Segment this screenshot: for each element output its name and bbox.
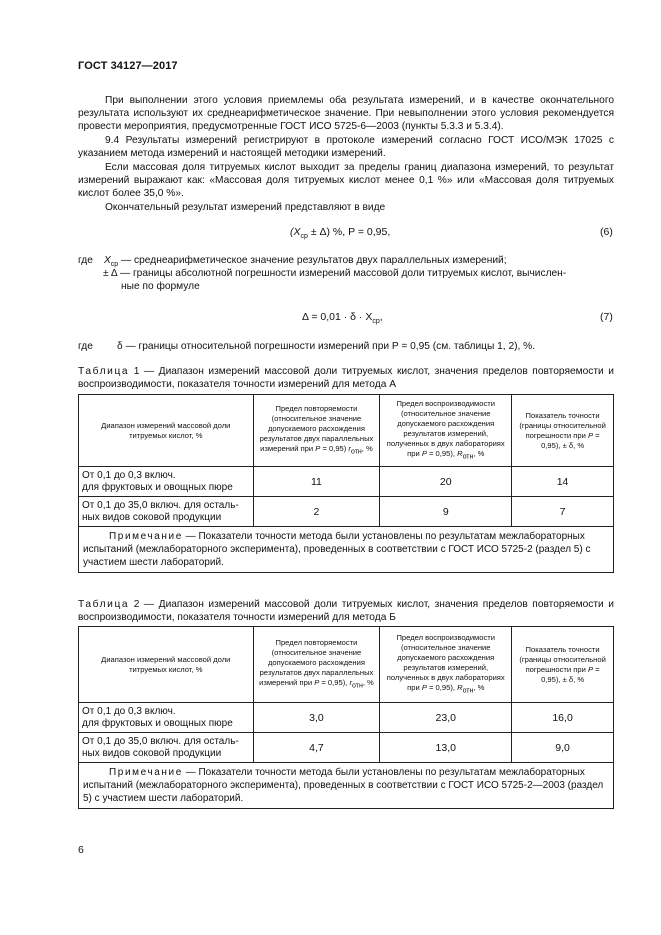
table-2-note-row	[79, 763, 614, 809]
table-2-row-1-r: 3,0	[253, 703, 380, 733]
where-word-2: где	[78, 341, 93, 352]
where-delta-text: — границы абсолютной погрешности измерений массовой доли титруемых кислот, вычислен-	[117, 268, 567, 279]
where-word-1: где	[78, 255, 93, 266]
table-1-row-2-delta: 7	[512, 497, 614, 527]
formula-7-lhs: Δ = 0,01 · δ · X	[302, 311, 373, 323]
document-code: ГОСТ 34127—2017	[78, 60, 178, 72]
table-1-header-range: Диапазон измерений массовой доли титруемых кислот, %	[79, 395, 254, 467]
table-2-row-1-R: 23,0	[380, 703, 512, 733]
table-1-header-accuracy: Показатель точности (границы относительной погрешности при P = 0,95), ± δ, %	[512, 395, 614, 467]
formula-7	[302, 311, 383, 325]
formula-7-sub: ср	[372, 318, 380, 326]
where-delta-definition	[103, 268, 614, 279]
table-row	[79, 497, 614, 527]
table-2-row-2-r: 4,7	[253, 733, 380, 763]
table-1-row-2-R: 9	[380, 497, 512, 527]
table-2	[78, 626, 614, 809]
table-1-row-1-delta: 14	[512, 467, 614, 497]
table-2-caption	[78, 598, 614, 624]
table-2-caption-label: Таблица	[78, 599, 130, 610]
formula-6-open: (X	[290, 226, 301, 238]
table-1-caption	[78, 365, 614, 391]
table-2-caption-text: 2 — Диапазон измерений массовой доли титруемых кислот, значения пределов повторяемости и воспроизводимости, показателя точности измерений для метода Б	[78, 599, 614, 623]
paragraph-out-of-range: Если массовая доля титруемых кислот выходит за пределы границ диапазона измерений, то результат измерений выражают как: «Массовая доля титруемых кислот менее 0,1 %» или «Массовая доля титруемых кислот более 35,0 %».	[78, 162, 614, 200]
page-number: 6	[78, 844, 84, 856]
table-1-row-2-r: 2	[253, 497, 380, 527]
table-1-header-row	[79, 395, 614, 467]
formula-7-tail: ,	[379, 311, 383, 323]
table-2-header-range: Диапазон измерений массовой доли титруемых кислот, %	[79, 627, 254, 703]
table-1-header-reproducibility: Предел воспроизводимости (относительное значение допускаемого расхождения результатов измерений, полученных в двух лабораториях при P = 0,95), $R_{отн}$, %	[380, 395, 512, 467]
table-1-row-1-r: 11	[253, 467, 380, 497]
table-2-note: Примечание — Показатели точности метода были установлены по результатам межлабораторных испытаний (межлабораторного эксперимента), проведенных в соответствии с ГОСТ ИСО 5725-2—2003 (раздел 5) с участием шести лабораторий.	[79, 763, 614, 809]
where-x-text: — среднеарифметическое значение результатов двух параллельных измерений;	[118, 255, 507, 266]
table-1-row-2-range: От 0,1 до 35,0 включ. для осталь- ных видов соковой продукции	[79, 497, 254, 527]
where-delta-rel-definition: δ — границы относительной погрешности измерений при P = 0,95 (см. таблицы 1, 2), %.	[117, 341, 536, 352]
table-1-caption-text: 1 — Диапазон измерений массовой доли титруемых кислот, значения пределов повторяемости и воспроизводимости, показателя точности измерений для метода А	[78, 366, 614, 390]
table-row	[79, 733, 614, 763]
table-2-row-2-range: От 0,1 до 35,0 включ. для осталь- ных видов соковой продукции	[79, 733, 254, 763]
table-1-row-1-R: 20	[380, 467, 512, 497]
table-2-row-1-range: От 0,1 до 0,3 включ. для фруктовых и овощных пюре	[79, 703, 254, 733]
where-x-definition	[104, 255, 614, 268]
formula-6-rest: ± Δ) %, P = 0,95,	[307, 226, 391, 238]
table-2-header-repeatability: Предел повторяемости (относительное значение допускаемого расхождения результатов двух параллельных измерений при P = 0,95), $r_{отн}$, %	[253, 627, 380, 703]
table-2-header-row	[79, 627, 614, 703]
table-2-row-2-delta: 9,0	[512, 733, 614, 763]
table-2-row-1-delta: 16,0	[512, 703, 614, 733]
where-delta-continuation: ные по формуле	[121, 281, 200, 292]
table-1-header-repeatability: Предел повторяемости (относительное значение допускаемого расхождения результатов двух параллельных измерений при P = 0,95) $r_{отн}$, %	[253, 395, 380, 467]
equation-number-7: (7)	[600, 311, 613, 323]
paragraph-acceptance: При выполнении этого условия приемлемы оба результата измерений, и в качестве окончательного результата используют их среднеарифметическое значение. При невыполнении этого условия рекомендуется провести мероприятия, предусмотренные ГОСТ ИСО 5725-6—2003 (пункты 5.3.3 и 5.3.4).	[78, 95, 614, 133]
table-1-note-row	[79, 527, 614, 573]
table-2-header-accuracy: Показатель точности (границы относительной погрешности при P = 0,95), ± δ, %	[512, 627, 614, 703]
table-1-caption-label: Таблица	[78, 366, 130, 377]
table-2-row-2-R: 13,0	[380, 733, 512, 763]
formula-6	[290, 226, 390, 240]
where-x-symbol: X	[104, 255, 111, 266]
paragraph-final-result: Окончательный результат измерений представляют в виде	[105, 202, 386, 213]
formula-6-sub: ср	[300, 233, 308, 241]
where-delta-symbol: ± Δ	[103, 268, 118, 279]
table-row	[79, 467, 614, 497]
where-x-sub: ср	[110, 261, 119, 269]
table-2-header-reproducibility: Предел воспроизводимости (относительное значение допускаемого расхождения результатов измерений, полученных в двух лабораториях при P = 0,95), $R_{отн}$, %	[380, 627, 512, 703]
paragraph-9-4: 9.4 Результаты измерений регистрируют в протоколе измерений согласно ГОСТ ИСО/МЭК 17025 с указанием метода измерений и настоящей методики измерений.	[78, 135, 614, 160]
table-1-note: Примечание — Показатели точности метода были установлены по результатам межлабораторных испытаний (межлабораторного эксперимента), проведенных в соответствии с ГОСТ ИСО 5725-2 (раздел 5) с участием шести лабораторий.	[79, 527, 614, 573]
table-row	[79, 703, 614, 733]
table-1-row-1-range: От 0,1 до 0,3 включ. для фруктовых и овощных пюре	[79, 467, 254, 497]
equation-number-6: (6)	[600, 226, 613, 238]
table-1	[78, 394, 614, 573]
